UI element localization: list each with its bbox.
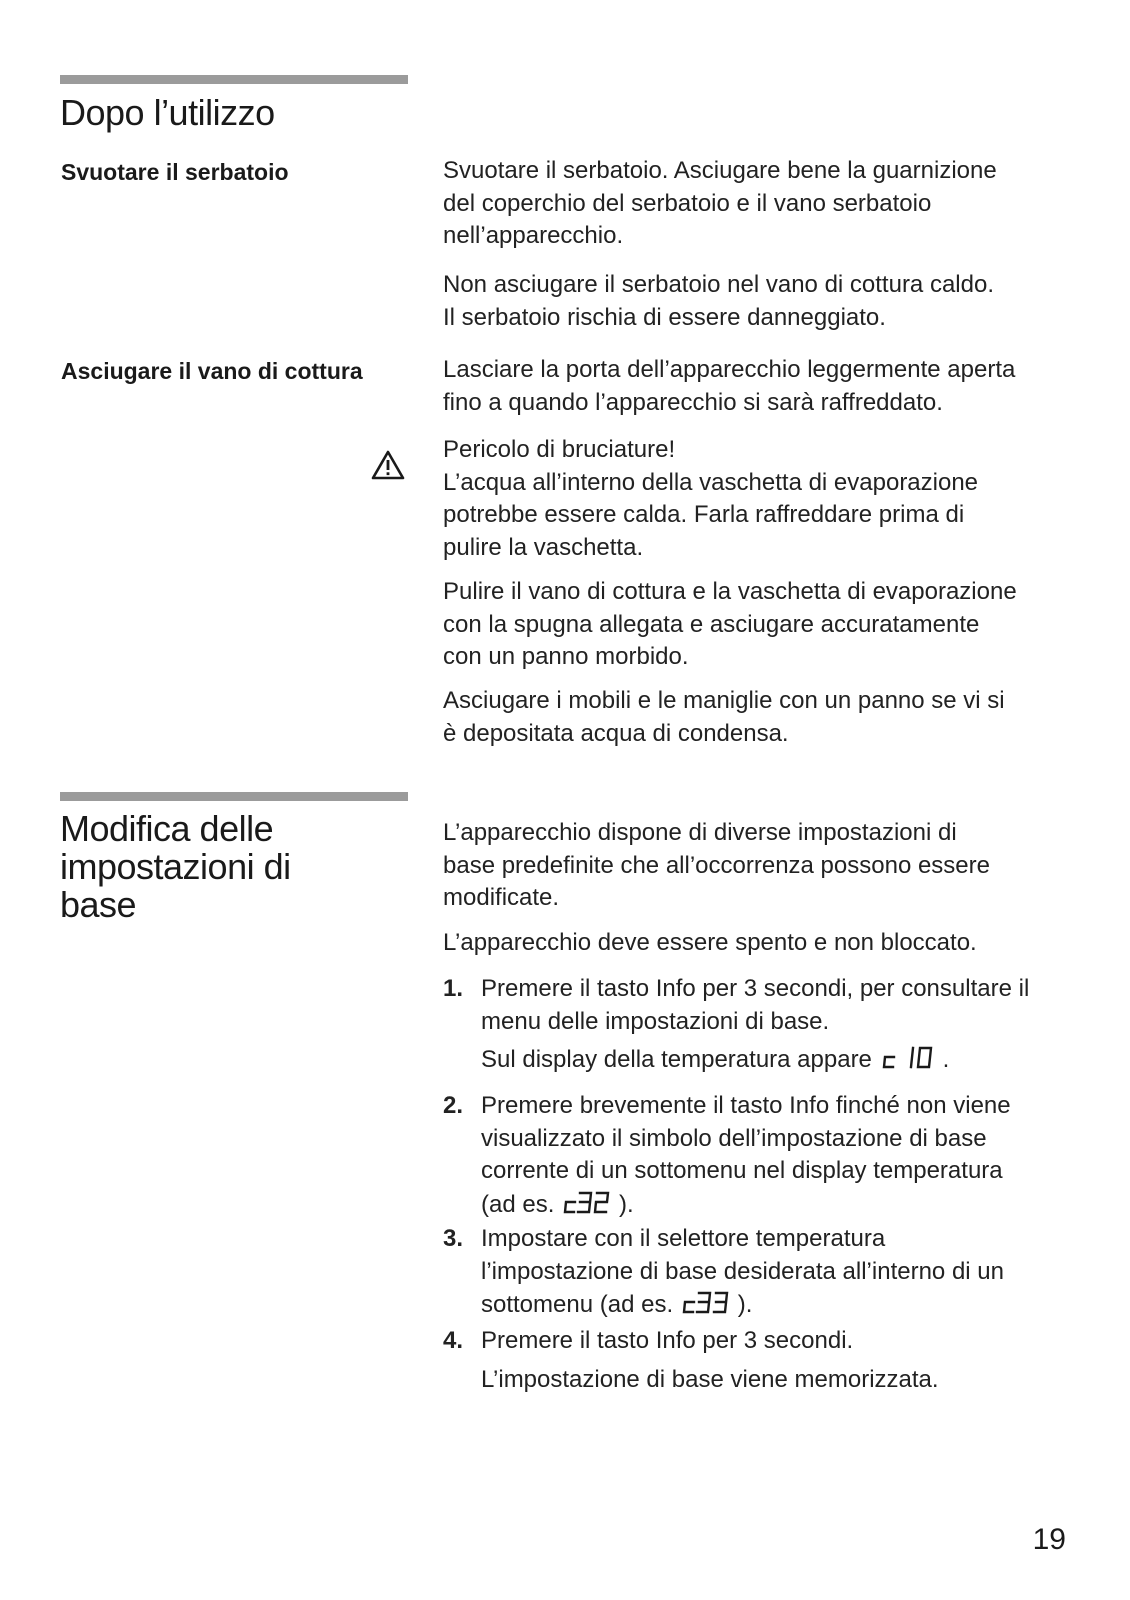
- paragraph-precondizione: L’apparecchio deve essere spento e non bloccato.: [443, 929, 977, 956]
- warning-text: Pericolo di bruciature! L’acqua all’interno della vaschetta di evaporazione potrebbe essere calda. Farla raffreddare prima di pulire la vaschetta.: [443, 436, 979, 561]
- paragraph-asciugare-mobili: Asciugare i mobili e le maniglie con un panno se vi si è depositata acqua di condensa.: [443, 687, 1005, 747]
- step-2-line-2: visualizzato il simbolo dell’impostazione di base: [481, 1124, 987, 1152]
- step-3-example-suffix: ).: [737, 1291, 753, 1318]
- step-2-line-1: Premere brevemente il tasto Info finché non viene: [481, 1092, 1011, 1119]
- section-rule-bottom: [60, 792, 408, 801]
- step-3-main: Impostare con il selettore temperatura l’impostazione di base desiderata all’interno di un: [481, 1225, 1004, 1285]
- step-number-3: 3.: [443, 1225, 464, 1252]
- page-number: 19: [1032, 1523, 1066, 1556]
- step-3-example-prefix: sottomenu (ad es.: [481, 1291, 674, 1318]
- paragraph-non-asciugare: Non asciugare il serbatoio nel vano di cottura caldo. Il serbatoio rischia di essere danneggiato.: [443, 271, 994, 331]
- step-1-text: Premere il tasto Info per 3 secondi, per consultare il menu delle impostazioni di base.: [481, 975, 1030, 1035]
- step-4-note: L’impostazione di base viene memorizzata.: [481, 1366, 939, 1393]
- step-2-text: [481, 1090, 1093, 1221]
- step-1-note-suffix: .: [942, 1046, 950, 1073]
- section-rule-top: [60, 75, 408, 84]
- step-2-line-3: corrente di un sottomenu nel display temperatura: [481, 1157, 1003, 1184]
- step-1-note: [481, 1043, 1093, 1077]
- step-1-note-prefix: Sul display della temperatura appare: [481, 1046, 872, 1073]
- display-c33-icon: [681, 1288, 737, 1316]
- step-2-example-prefix: (ad es.: [481, 1190, 555, 1218]
- step-4-text: Premere il tasto Info per 3 secondi.: [481, 1327, 854, 1354]
- subheading-asciugare-vano: Asciugare il vano di cottura: [61, 358, 363, 384]
- subheading-svuotare-serbatoio: Svuotare il serbatoio: [61, 159, 289, 185]
- paragraph-lasciare-porta: Lasciare la porta dell’apparecchio leggermente aperta fino a quando l’apparecchio si sarà raffreddato.: [443, 356, 1016, 416]
- step-number-4: 4.: [443, 1327, 464, 1354]
- step-number-1: 1.: [443, 975, 464, 1002]
- paragraph-svuotare: Svuotare il serbatoio. Asciugare bene la guarnizione del coperchio del serbatoio e il vano serbatoio nell’apparecchio.: [443, 157, 997, 249]
- section-title-dopo-utilizzo: Dopo l’utilizzo: [60, 92, 275, 133]
- display-c32-icon: [562, 1188, 618, 1216]
- step-number-2: 2.: [443, 1092, 464, 1119]
- step-2-example-suffix: ).: [619, 1190, 634, 1218]
- paragraph-pulire-vano: Pulire il vano di cottura e la vaschetta di evaporazione con la spugna allegata e asciugare accuratamente con un panno morbido.: [443, 578, 1017, 670]
- section-title-modifica-impostazioni: Modifica delle impostazioni di base: [60, 808, 291, 925]
- warning-triangle-icon: [370, 449, 406, 481]
- paragraph-intro-impostazioni: L’apparecchio dispone di diverse impostazioni di base predefinite che all’occorrenza possono essere modificate.: [443, 819, 990, 911]
- step-3-text: [481, 1223, 1093, 1322]
- display-c10-icon: [880, 1043, 942, 1071]
